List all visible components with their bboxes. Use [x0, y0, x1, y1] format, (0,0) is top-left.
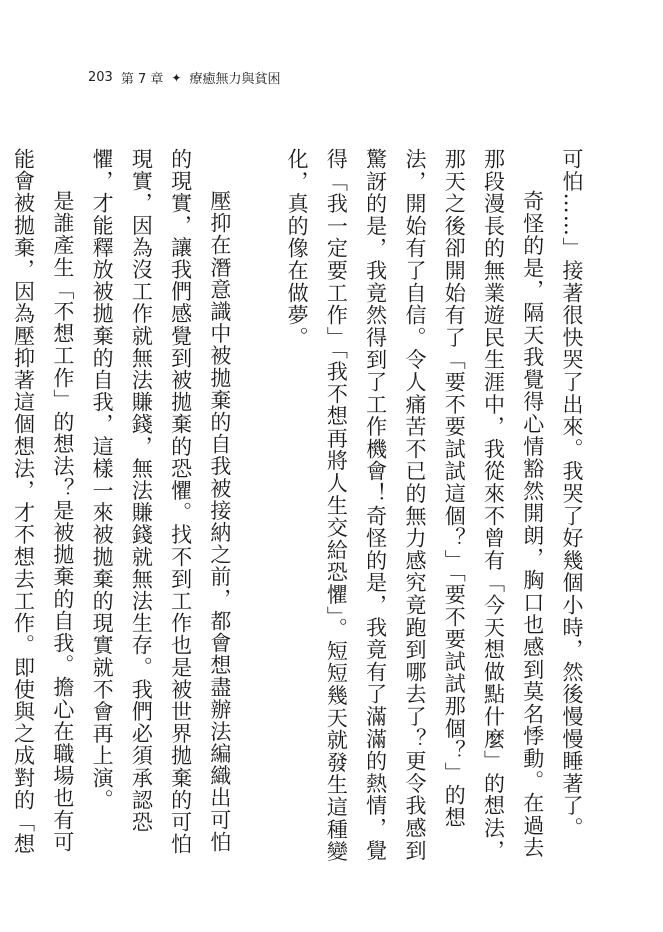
page-number: 203: [88, 70, 113, 85]
paragraph-4: 是誰產生「不想工作」的想法？是被拋棄的自我。擔心在職場也有可能會被拋棄，因為壓抑著這個想法，才不想去工作。即使與之成對的「想: [11, 148, 75, 856]
paragraph-2: 奇怪的是，隔天我覺得心情豁然開朗，胸口也感到莫名悸動。在過去那段漫長的無業遊民生涯中，我從來不曾有「今天想做點什麼」的想法，那天之後卻開始有了「要不要試試這個？」「要不要試試那個？」的想法，開始有了自信。令人痛苦不已的無力感究竟跑到哪去了？更令我感到驚訝的是，我竟然得到了工作機會！奇怪的是，我竟有了滿滿的熱情，覺得「我一定要工作」「我不想再將人生交給恐懼」。短短幾天就發生這種變化，真的像在做夢。: [285, 148, 545, 863]
paragraph-3: 壓抑在潛意識中被拋棄的自我被接納之前，都會想盡辦法編織出可怕的現實，讓我們感覺到被拋棄的恐懼。找不到工作也是被世界拋棄的可怕現實，因為沒工作就無法賺錢，無法賺錢就無法生存。我們必須承認恐懼，才能釋放被拋棄的自我，這樣一來被拋棄的現實就不會再上演。: [90, 148, 232, 856]
vertical-body-text: [11, 148, 591, 868]
chapter-title: 療癒無力與貧困: [189, 72, 281, 87]
diamond-separator-icon: ✦: [171, 70, 182, 85]
chapter-number: 第 7 章: [120, 72, 164, 87]
running-header: [88, 68, 280, 87]
paragraph-1: 可怕……」接著很快哭了出來。我哭了好幾個小時，然後慢慢睡著了。: [560, 148, 584, 840]
